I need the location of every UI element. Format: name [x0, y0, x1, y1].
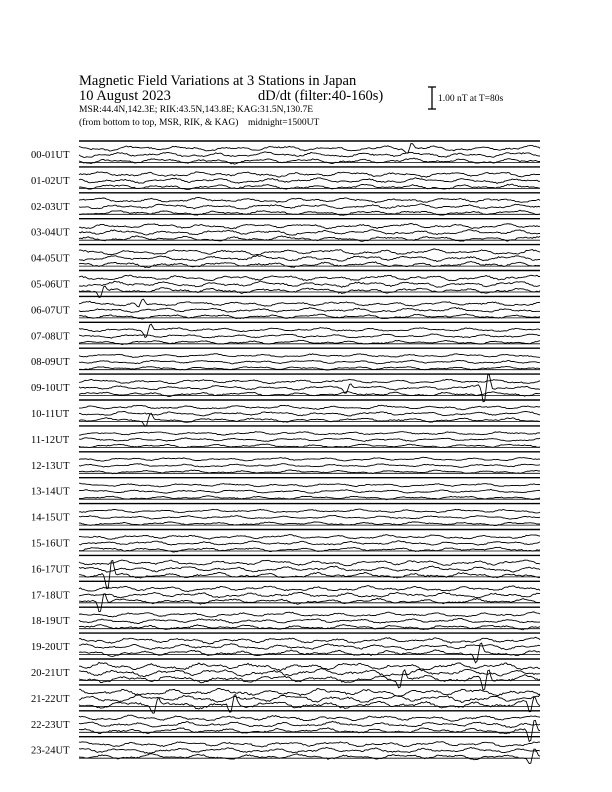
hour-label: 18-19UT	[31, 616, 70, 628]
hour-label: 10-11UT	[31, 409, 70, 420]
scale-bar	[428, 87, 436, 109]
trace-msr	[79, 158, 540, 164]
trace-rik	[79, 411, 540, 416]
hour-label: 08-09UT	[31, 357, 70, 369]
trace-kag	[79, 688, 540, 696]
trace-rik	[79, 695, 540, 703]
hour-label: 11-12UT	[31, 434, 70, 446]
hour-row	[31, 141, 540, 164]
trace-kag	[79, 172, 540, 177]
trace-rik	[79, 178, 540, 184]
scale-bar-label: 1.00 nT at T=80s	[438, 94, 504, 104]
trace-kag	[79, 715, 540, 721]
hour-label: 21-22UT	[31, 693, 70, 705]
hour-row	[31, 167, 540, 190]
hour-label: 03-04UT	[31, 227, 70, 239]
hour-row	[31, 245, 540, 268]
trace-kag	[79, 144, 540, 154]
trace-kag	[79, 197, 540, 202]
hour-label: 05-06UT	[31, 279, 70, 291]
trace-rik	[79, 516, 540, 520]
trace-order-note: (from bottom to top, MSR, RIK, & KAG)	[79, 118, 239, 128]
hour-label: 22-23UT	[31, 719, 70, 731]
hour-row	[31, 426, 540, 448]
trace-kag	[79, 535, 540, 540]
trace-kag	[79, 742, 540, 747]
hour-row	[31, 193, 540, 216]
trace-kag	[79, 509, 540, 513]
hour-label: 12-13UT	[31, 460, 70, 472]
hour-row	[31, 296, 540, 319]
trace-kag	[79, 405, 540, 410]
chart-quantity: dD/dt (filter:40-160s)	[258, 88, 384, 104]
trace-rik	[79, 464, 540, 468]
trace-rik	[79, 308, 540, 313]
trace-rik	[79, 618, 540, 623]
trace-rik	[79, 360, 540, 364]
hour-label: 20-21UT	[31, 668, 70, 679]
trace-rik	[79, 747, 540, 753]
trace-msr	[79, 643, 540, 663]
trace-rik	[79, 541, 540, 545]
trace-kag	[79, 483, 540, 487]
trace-kag	[79, 637, 540, 644]
hour-row	[31, 400, 540, 426]
chart-title: Magnetic Field Variations at 3 Stations in Japan	[79, 73, 357, 89]
trace-rik	[79, 489, 540, 493]
trace-rik	[79, 152, 540, 158]
trace-kag	[79, 457, 540, 461]
hour-row	[31, 737, 540, 764]
hour-label: 09-10UT	[31, 383, 70, 395]
trace-rik	[79, 255, 540, 261]
hour-row	[31, 530, 540, 553]
chart-date: 10 August 2023	[79, 88, 171, 104]
trace-kag	[79, 275, 540, 281]
trace-rik	[79, 375, 540, 402]
hour-label: 02-03UT	[31, 201, 70, 213]
trace-kag	[79, 379, 540, 383]
trace-kag	[79, 586, 540, 592]
hour-row	[31, 219, 540, 242]
trace-kag	[79, 354, 540, 358]
trace-kag	[79, 249, 540, 255]
hour-label: 14-15UT	[31, 512, 70, 524]
hour-row	[31, 322, 540, 344]
trace-rik	[79, 566, 540, 572]
trace-msr	[79, 749, 540, 763]
trace-msr	[79, 561, 540, 589]
trace-rik	[79, 334, 540, 338]
hour-row	[31, 271, 540, 298]
trace-rik	[79, 438, 540, 442]
hour-label: 04-05UT	[31, 253, 70, 265]
hour-label: 06-07UT	[31, 305, 70, 317]
trace-kag	[79, 612, 540, 617]
hour-row	[31, 452, 540, 474]
hour-label: 15-16UT	[31, 538, 70, 550]
hour-label: 19-20UT	[31, 642, 70, 654]
hour-row	[31, 374, 540, 402]
trace-rik	[79, 204, 540, 209]
hour-row	[31, 478, 540, 500]
hour-label: 13-14UT	[31, 486, 70, 498]
hour-label: 07-08UT	[31, 331, 70, 343]
hour-label: 00-01UT	[31, 150, 70, 161]
hour-row	[31, 607, 540, 630]
station-coordinates: MSR:44.4N,142.3E; RIK:43.5N,143.8E; KAG:31.5N,130.7E	[79, 105, 314, 115]
trace-rik	[79, 230, 540, 236]
trace-kag	[79, 299, 540, 307]
trace-rik	[79, 721, 540, 727]
midnight-note: midnight=1500UT	[248, 118, 320, 128]
trace-msr	[79, 670, 540, 690]
trace-rik	[79, 281, 540, 287]
trace-rik	[79, 644, 540, 650]
trace-kag	[79, 432, 540, 436]
hour-label: 16-17UT	[31, 564, 70, 576]
trace-kag	[79, 224, 540, 229]
trace-kag	[79, 560, 540, 566]
hour-row	[31, 504, 540, 526]
trace-msr	[79, 261, 540, 267]
hour-row	[31, 685, 540, 713]
hour-row	[31, 348, 540, 370]
hour-label: 17-18UT	[31, 590, 70, 602]
trace-rik	[79, 592, 540, 598]
hour-row	[31, 555, 540, 588]
trace-rik	[79, 669, 540, 677]
hour-label: 01-02UT	[31, 175, 70, 187]
hour-label: 23-24UT	[31, 745, 70, 757]
trace-msr	[79, 413, 540, 426]
